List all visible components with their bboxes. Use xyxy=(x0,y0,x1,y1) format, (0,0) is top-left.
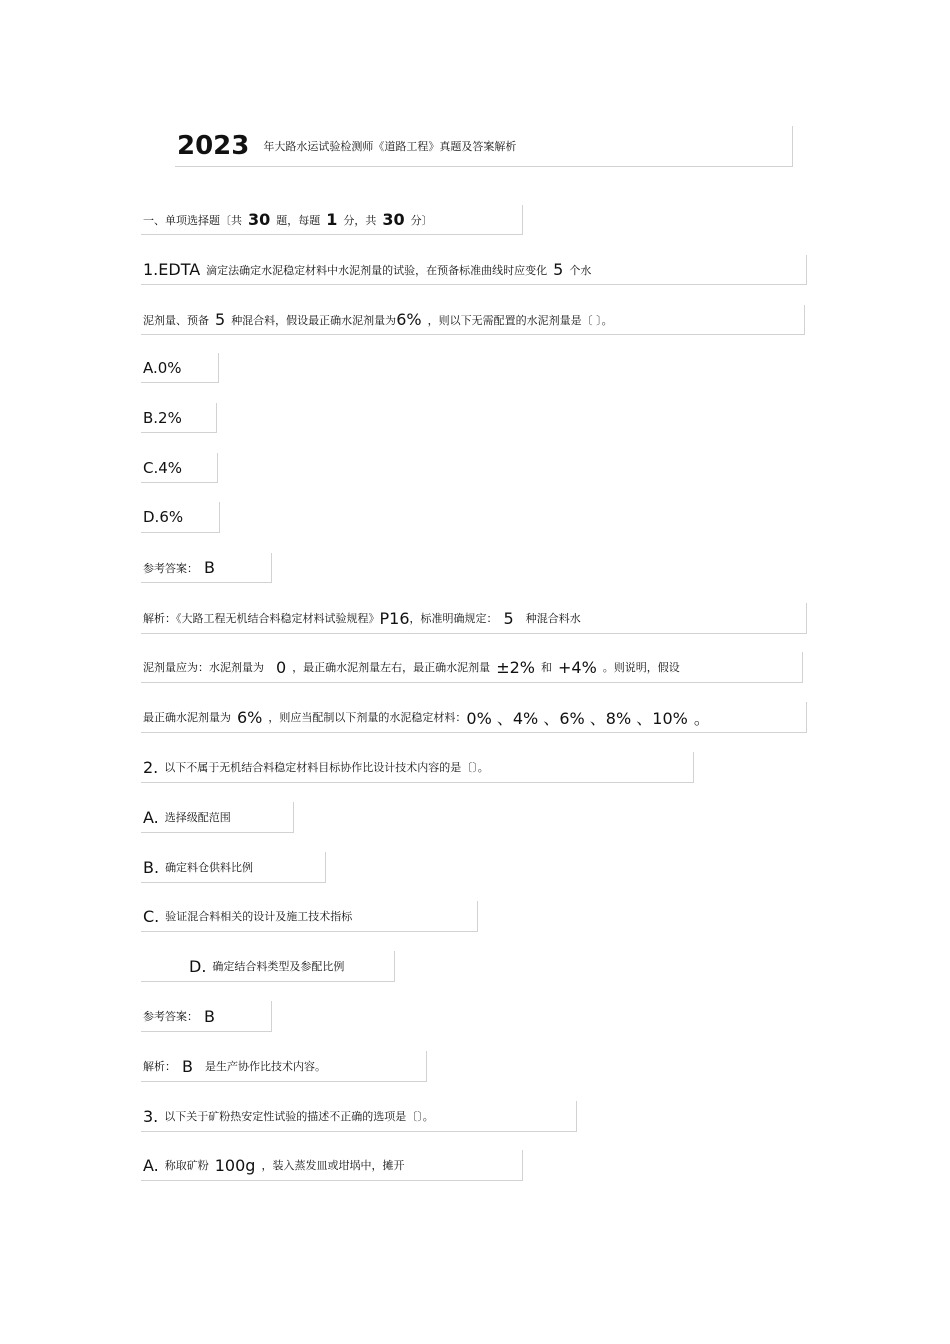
q3-stem: 3. 以下关于矿粉热安定性试验的描述不正确的选项是〔〕。 xyxy=(141,1101,577,1132)
q1-explanation-line2: 泥剂量应为：水泥剂量为 0 ，最正确水泥剂量左右，最正确水泥剂量 ±2% 和 +4% 。则说明，假设 xyxy=(141,652,803,683)
q1-answer-value: B xyxy=(204,558,215,577)
q1-answer: 参考答案： B xyxy=(141,553,272,583)
q1-explanation-line1: 解析：《大路工程无机结合料稳定材料试验规程》 P16 ，标准明确规定： 5 种混合料水 xyxy=(141,603,807,634)
q2-stem: 2. 以下不属于无机结合料稳定材料目标协作比设计技术内容的是〔〕。 xyxy=(141,752,694,783)
q2-answer-value: B xyxy=(204,1006,215,1026)
document-title xyxy=(175,126,793,167)
q1-option-d: D.6% xyxy=(141,502,220,533)
q1-number: 1.EDTA xyxy=(143,260,201,279)
q1-option-b: B.2% xyxy=(141,403,217,433)
title-text: 年大路水运试验检测师《道路工程》真题及答案解析 xyxy=(263,140,517,153)
q2-option-b: B. 确定料仓供料比例 xyxy=(141,852,326,883)
q2-answer: 参考答案： B xyxy=(141,1001,272,1032)
section-heading: 一、单项选择题〔共 30 题，每题 1 分，共 30 分〕 xyxy=(141,205,523,235)
q3-number: 3. xyxy=(143,1106,159,1126)
q1-stem-line1: 1.EDTA 滴定法确定水泥稳定材料中水泥剂量的试验，在预备标准曲线时应变化 5 个水 xyxy=(141,255,807,285)
q1-option-a: A.0% xyxy=(141,353,219,383)
q1-explanation-line3: 最正确水泥剂量为 6% ，则应当配制以下剂量的水泥稳定材料： 0% 、4% 、6% 、8% 、10% 。 xyxy=(141,702,807,733)
q2-option-a: A. 选择级配范围 xyxy=(141,802,294,833)
q1-option-c: C.4% xyxy=(141,453,218,483)
title-year: 2023 xyxy=(177,131,250,161)
q3-option-a: A. 称取矿粉 100g ，装入蒸发皿或坩埚中，摊开 xyxy=(141,1150,523,1181)
q2-explanation: 解析： B 是生产协作比技术内容。 xyxy=(141,1051,427,1082)
q2-number: 2. xyxy=(143,757,159,777)
q1-stem-line2: 泥剂量、预备 5 种混合料，假设最正确水泥剂量为 6% ，则以下无需配置的水泥剂量是〔 〕。 xyxy=(141,305,805,335)
q2-option-c: C. 验证混合料相关的设计及施工技术指标 xyxy=(141,901,478,932)
q2-option-d: D. 确定结合料类型及参配比例 xyxy=(141,951,395,982)
